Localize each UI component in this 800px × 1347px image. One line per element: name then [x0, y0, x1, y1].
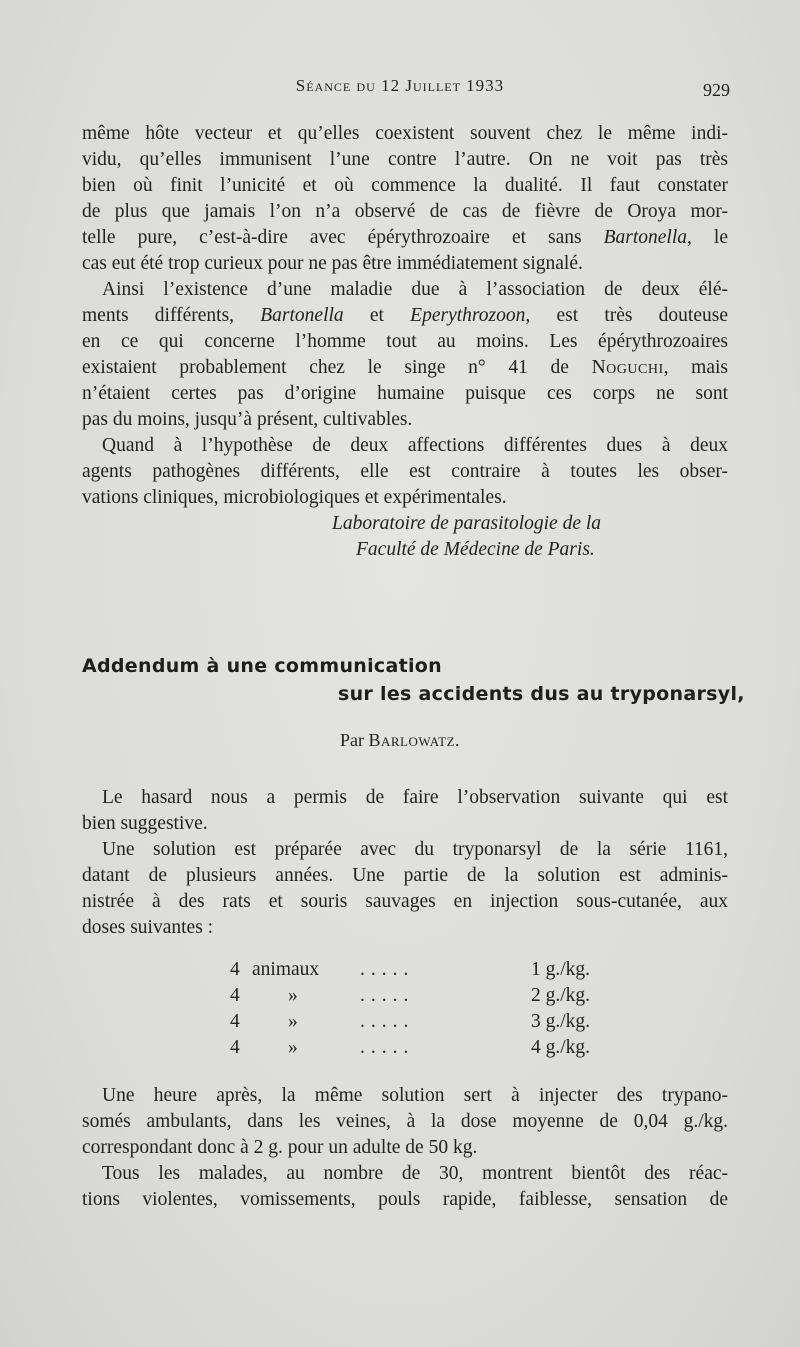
text-line: même hôte vecteur et qu’elles coexistent souvent chez le même indi-	[82, 123, 728, 144]
dose-value: 1 g./kg.	[530, 959, 590, 980]
text-segment: , est très douteuse	[525, 305, 728, 326]
text-segment: et	[343, 305, 411, 326]
running-title: Séance du 12 Juillet 1933	[295, 76, 505, 95]
author-name: Noguchi	[591, 357, 664, 378]
text-line	[82, 225, 728, 251]
dose-table-row	[230, 1035, 590, 1061]
leader-dots: .....	[360, 1011, 415, 1032]
leader-dots: .....	[360, 1037, 415, 1058]
text-line: Le hasard nous a permis de faire l’observation suivante qui est	[102, 787, 728, 808]
animal-label: »	[288, 1011, 298, 1032]
text-line: tions violentes, vomissements, pouls rapide, faiblesse, sensation de	[82, 1189, 728, 1210]
dose-table-row	[230, 1009, 590, 1035]
text-line: somés ambulants, dans les veines, à la dose moyenne de 0,04 g./kg.	[82, 1111, 728, 1132]
byline-prefix: Par	[339, 730, 369, 750]
text-line: vidu, qu’elles immunisent l’une contre l’autre. On ne voit pas très	[82, 149, 728, 170]
affiliation-line: Laboratoire de parasitologie de la	[332, 513, 602, 534]
section-title-line-1: Addendum à une communication	[82, 655, 442, 677]
animal-label: »	[288, 985, 298, 1006]
text-line: Tous les malades, au nombre de 30, montrent bientôt des réac-	[102, 1163, 728, 1184]
text-line: bien suggestive.	[82, 813, 208, 834]
text-segment: , mais	[663, 357, 728, 378]
text-line	[82, 355, 728, 381]
text-line: datant de plusieurs années. Une partie de la solution est adminis-	[82, 865, 728, 886]
text-segment: telle pure, c’est-à-dire avec épérythrozoaire et sans	[82, 227, 604, 248]
text-line: bien où finit l’unicité et où commence la dualité. Il faut constater	[82, 175, 728, 196]
page-number: 929	[703, 80, 730, 100]
leader-dots: .....	[360, 985, 415, 1006]
dose-value: 4 g./kg.	[530, 1037, 590, 1058]
text-line: nistrée à des rats et souris sauvages en injection sous-cutanée, aux	[82, 891, 728, 912]
running-head	[0, 76, 800, 100]
text-line: cas eut été trop curieux pour ne pas être immédiatement signalé.	[82, 253, 583, 274]
animal-label: »	[288, 1037, 298, 1058]
dose-table-row	[230, 957, 590, 983]
text-line: doses suivantes :	[82, 917, 214, 938]
text-line: pas du moins, jusqu’à présent, cultivables.	[82, 409, 413, 430]
text-line: Quand à l’hypothèse de deux affections différentes dues à deux	[102, 435, 728, 456]
dose-value: 3 g./kg.	[530, 1011, 590, 1032]
animal-label: animaux	[252, 959, 320, 980]
dose-table-row	[230, 983, 590, 1009]
text-line: en ce qui concerne l’homme tout au moins. Les épérythrozoaires	[82, 331, 728, 352]
text-line: Ainsi l’existence d’une maladie due à l’association de deux élé-	[102, 279, 728, 300]
affiliation-line: Faculté de Médecine de Paris.	[356, 539, 595, 560]
text-line: correspondant donc à 2 g. pour un adulte de 50 kg.	[82, 1137, 478, 1158]
genus-name: Bartonella	[260, 305, 344, 326]
text-segment: , le	[687, 227, 728, 248]
genus-name: Bartonella	[603, 227, 688, 248]
text-line: vations cliniques, microbiologiques et expérimentales.	[82, 487, 507, 508]
genus-name: Eperythrozoon	[410, 305, 526, 326]
text-segment: ments différents,	[82, 305, 261, 326]
text-line: n’étaient certes pas d’origine humaine puisque ces corps ne sont	[82, 383, 728, 404]
text-line: Une heure après, la même solution sert à injecter des trypano-	[102, 1085, 728, 1106]
animal-count: 4	[230, 1037, 240, 1058]
text-line	[82, 303, 728, 329]
section-title-line-2: sur les accidents dus au tryponarsyl,	[338, 683, 745, 705]
text-segment: existaient probablement chez le singe n° 41 de	[82, 357, 592, 378]
dose-value: 2 g./kg.	[530, 985, 590, 1006]
animal-count: 4	[230, 985, 240, 1006]
text-line: de plus que jamais l’on n’a observé de cas de fièvre de Oroya mor-	[82, 201, 728, 222]
author-byline	[0, 730, 800, 751]
text-line: Une solution est préparée avec du tryponarsyl de la série 1161,	[102, 839, 728, 860]
leader-dots: .....	[360, 959, 415, 980]
animal-count: 4	[230, 1011, 240, 1032]
animal-count: 4	[230, 959, 240, 980]
author-name: Barlowatz.	[368, 730, 461, 750]
text-line: agents pathogènes différents, elle est contraire à toutes les obser-	[82, 461, 728, 482]
